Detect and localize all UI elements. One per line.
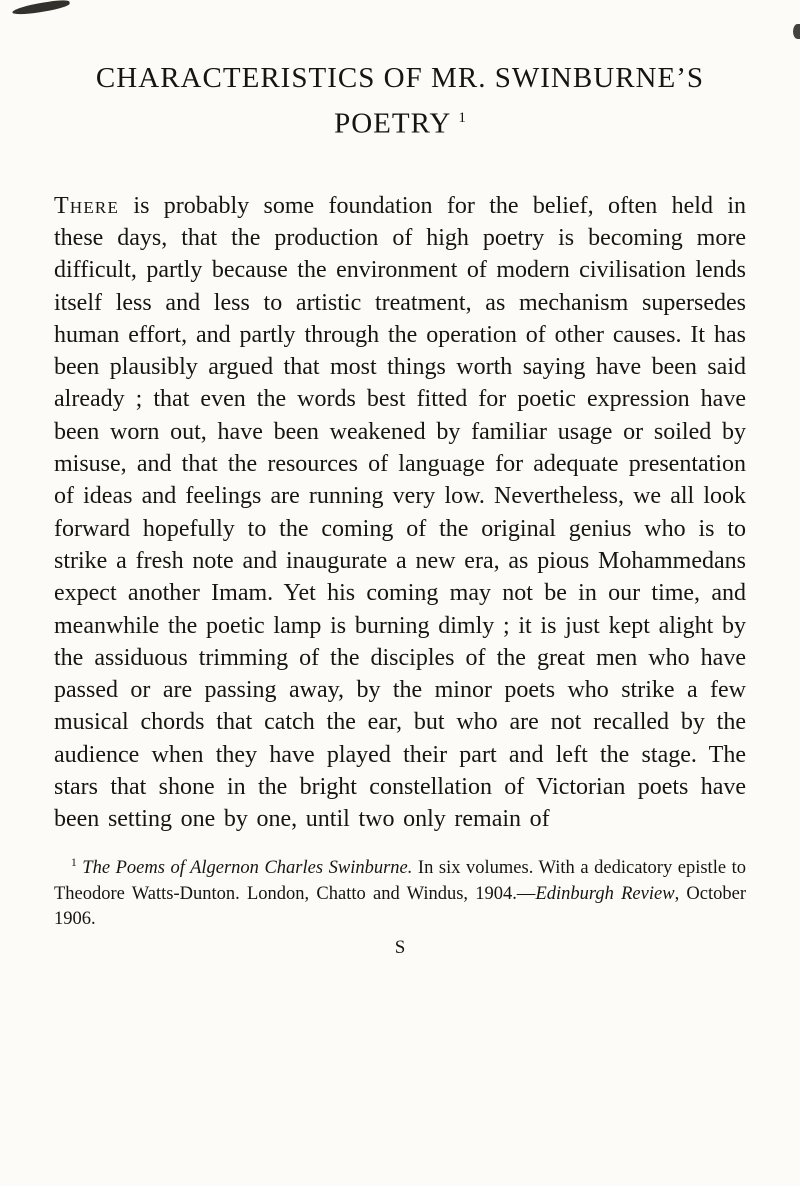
footnote (54, 851, 746, 934)
paragraph-text: is probably some foundation for the belief, often held in these days, that the production of high poetry is becoming more difficult, partly because the environment of modern civilisation lends itself less and less to artistic treatment, as mechanism supersedes human effort, and partly through the operation of other causes. It has been plausibly argued that most things worth saying have been said already ; that even the words best fitted for poetic expression have been worn out, have been weakened by familiar usage or soiled by misuse, and that the resources of language for adequate presentation of ideas and feelings are running very low. Nevertheless, we all look forward hopefully to the coming of the original genius who is to strike a fresh note and inaugurate a new era, as pious Mohammedans expect another Imam. Yet his coming may not be in our time, and meanwhile the poetic lamp is burning dimly ; it is just kept alight by the assiduous trimming of the disciples of the great men who have passed or are passing away, by the minor poets who strike a few musical chords that catch the ear, but who are not recalled by the audience when they have played their part and left the stage. The stars that shone in the bright constellation of Victorian poets have been setting one by one, until two only remain of (54, 192, 746, 833)
footnote-text-end: , October 1906. (54, 883, 747, 930)
footnote-journal-title: Edinburgh Review (535, 883, 675, 904)
chapter-title-line2: POETRY (334, 107, 452, 140)
page-signature: S (394, 937, 406, 959)
scan-artifact-icon (12, 0, 71, 16)
scan-artifact-icon (793, 24, 800, 39)
footnote-marker: 1 (71, 856, 77, 869)
lead-word: There (54, 192, 120, 219)
footnote-reference: 1 (458, 110, 466, 126)
footnote-text: In six volumes. With a dedicatory epistle to Theodore Watts-Dunton. London, Chatto and Windus, 1904.— (54, 857, 746, 904)
footnote-work-title: The Poems of Algernon Charles Swinburne. (76, 857, 413, 878)
chapter-title (54, 58, 746, 144)
body-paragraph (54, 190, 746, 836)
chapter-title-line1: CHARACTERISTICS OF MR. SWINBURNE’S (95, 62, 705, 94)
